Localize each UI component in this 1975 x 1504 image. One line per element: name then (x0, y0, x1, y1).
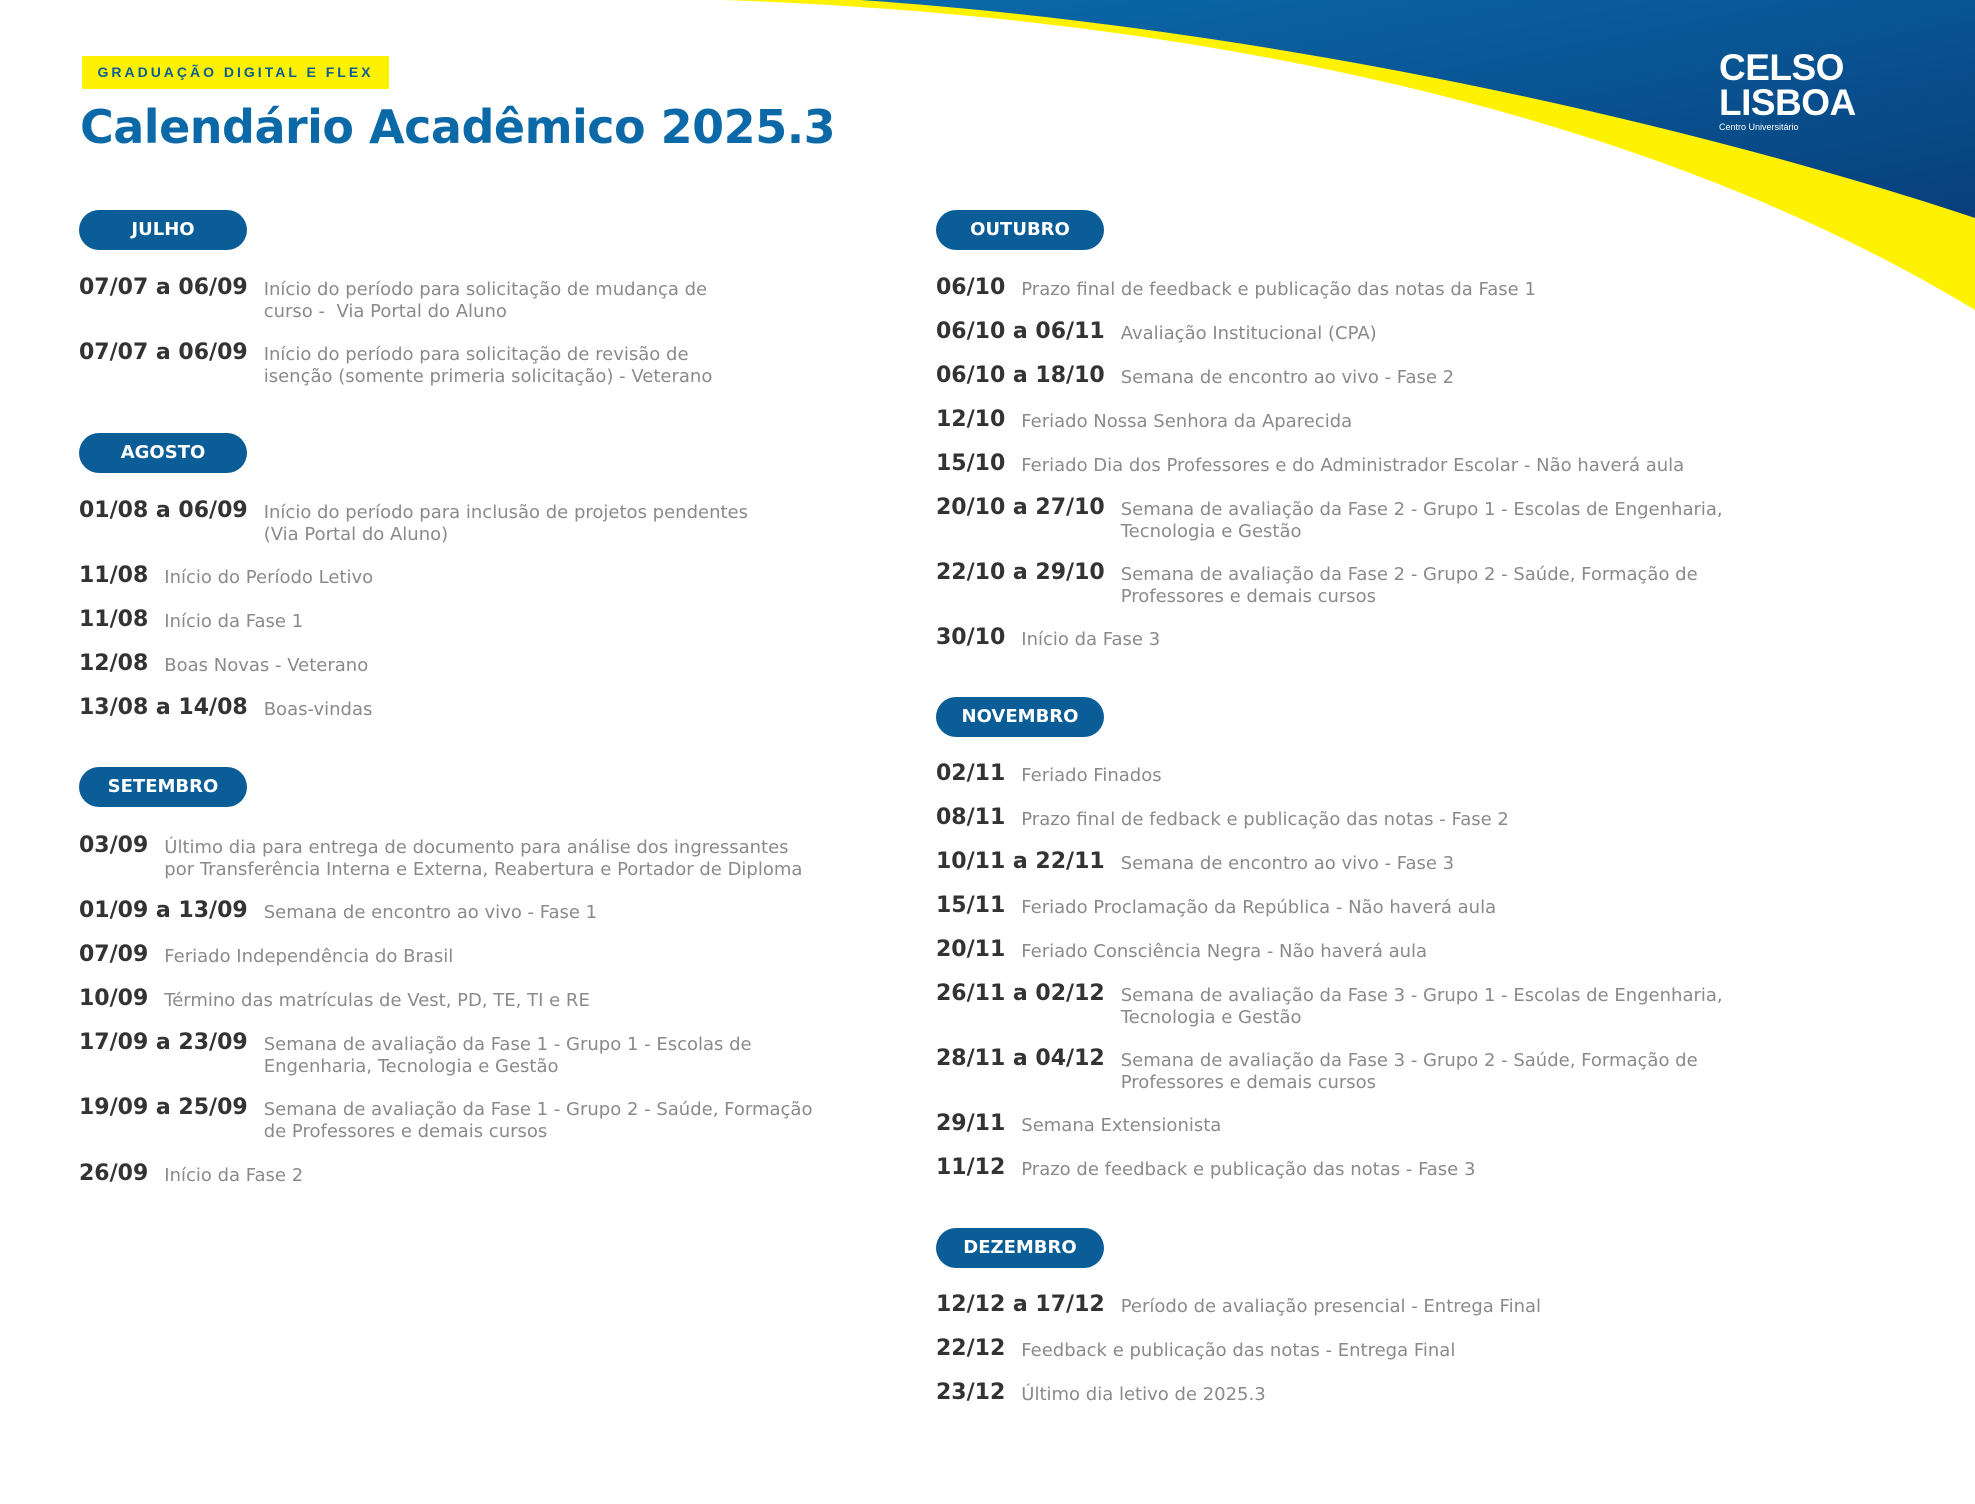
entry-date: 20/10 a 27/10 (936, 495, 1105, 520)
entry-description: Feriado Proclamação da República - Não haverá aula (1021, 897, 1497, 918)
calendar-entry (936, 937, 1427, 963)
logo-line-2: LISBOA (1719, 82, 1856, 123)
entry-date: 22/12 (936, 1336, 1006, 1361)
entry-date: 12/12 a 17/12 (936, 1292, 1105, 1317)
entry-date: 10/11 a 22/11 (936, 849, 1105, 874)
entry-description: Feriado Finados (1021, 765, 1162, 786)
entry-date: 06/10 a 06/11 (936, 319, 1105, 344)
entry-description: Início do período para inclusão de projetos pendentes (Via Portal do Aluno) (263, 502, 748, 545)
entry-description: Último dia letivo de 2025.3 (1021, 1384, 1266, 1405)
entry-description: Término das matrículas de Vest, PD, TE, TI e RE (164, 990, 590, 1011)
entry-description: Avaliação Institucional (CPA) (1120, 323, 1377, 344)
entry-description: Início da Fase 2 (164, 1165, 304, 1186)
calendar-entry (936, 1336, 1455, 1362)
calendar-entry (936, 893, 1496, 919)
entry-description: Feriado Nossa Senhora da Aparecida (1021, 411, 1353, 432)
calendar-entry (936, 761, 1162, 787)
calendar-entry (936, 275, 1536, 301)
entry-date: 03/09 (79, 833, 149, 858)
calendar-entry (936, 1292, 1541, 1318)
entry-description: Semana de avaliação da Fase 2 - Grupo 1 - Escolas de Engenharia, Tecnologia e Gestão (1120, 499, 1723, 542)
calendar-entry (936, 451, 1684, 477)
entry-date: 12/08 (79, 651, 149, 676)
entry-date: 10/09 (79, 986, 149, 1011)
calendar-entry (936, 1155, 1475, 1181)
entry-description: Semana Extensionista (1021, 1115, 1222, 1136)
page-title: Calendário Acadêmico 2025.3 (80, 100, 836, 154)
entry-date: 07/07 a 06/09 (79, 340, 248, 365)
entry-description: Semana de avaliação da Fase 3 - Grupo 2 - Saúde, Formação de Professores e demais cursos (1120, 1050, 1698, 1093)
entry-date: 28/11 a 04/12 (936, 1046, 1105, 1071)
entry-date: 22/10 a 29/10 (936, 560, 1105, 585)
entry-description: Feriado Consciência Negra - Não haverá aula (1021, 941, 1428, 962)
entry-date: 11/08 (79, 563, 149, 588)
calendar-entry (936, 319, 1377, 345)
entry-date: 19/09 a 25/09 (79, 1095, 248, 1120)
calendar-entry (936, 407, 1352, 433)
calendar-entry (936, 495, 1723, 543)
calendar-entry (936, 1111, 1221, 1137)
entry-date: 11/08 (79, 607, 149, 632)
entry-description: Último dia para entrega de documento para análise dos ingressantes por Transferência Interna e Externa, Reabertura e Portador de Diploma (164, 837, 803, 880)
entry-date: 06/10 (936, 275, 1006, 300)
calendar-entry (79, 275, 707, 323)
calendar-entry (79, 1030, 752, 1078)
entry-date: 07/09 (79, 942, 149, 967)
program-tag: GRADUAÇÃO DIGITAL E FLEX (82, 56, 389, 89)
calendar-entry (936, 363, 1454, 389)
entry-date: 26/11 a 02/12 (936, 981, 1105, 1006)
entry-description: Período de avaliação presencial - Entrega Final (1120, 1296, 1542, 1317)
calendar-entry (79, 1095, 812, 1143)
calendar-entry (936, 981, 1723, 1029)
logo-subtitle: Centro Universitário (1719, 122, 1799, 132)
calendar-entry (79, 340, 712, 388)
entry-date: 01/09 a 13/09 (79, 898, 248, 923)
entry-date: 12/10 (936, 407, 1006, 432)
entry-description: Feriado Dia dos Professores e do Administrador Escolar - Não haverá aula (1021, 455, 1685, 476)
entry-description: Início da Fase 3 (1021, 629, 1161, 650)
calendar-entry (936, 1046, 1698, 1094)
calendar-entry (79, 498, 748, 546)
month-header-dezembro: DEZEMBRO (936, 1228, 1104, 1268)
calendar-entry (79, 607, 303, 633)
logo-line-1: CELSO (1719, 47, 1844, 88)
calendar-entry (79, 833, 802, 881)
entry-description: Prazo final de fedback e publicação das notas - Fase 2 (1021, 809, 1509, 830)
entry-date: 01/08 a 06/09 (79, 498, 248, 523)
entry-description: Prazo de feedback e publicação das notas - Fase 3 (1021, 1159, 1476, 1180)
entry-date: 20/11 (936, 937, 1006, 962)
entry-description: Boas Novas - Veterano (164, 655, 369, 676)
calendar-entry (79, 651, 368, 677)
entry-date: 26/09 (79, 1161, 149, 1186)
calendar-entry (79, 695, 372, 721)
calendar-entry (79, 898, 597, 924)
entry-date: 11/12 (936, 1155, 1006, 1180)
calendar-entry (79, 563, 373, 589)
entry-date: 15/11 (936, 893, 1006, 918)
calendar-entry (936, 625, 1160, 651)
month-header-setembro: SETEMBRO (79, 767, 247, 807)
entry-description: Início do período para solicitação de mudança de curso - Via Portal do Aluno (263, 279, 708, 322)
calendar-entry (936, 805, 1509, 831)
entry-date: 07/07 a 06/09 (79, 275, 248, 300)
month-header-julho: JULHO (79, 210, 247, 250)
entry-date: 15/10 (936, 451, 1006, 476)
entry-description: Prazo final de feedback e publicação das notas da Fase 1 (1021, 279, 1536, 300)
entry-date: 02/11 (936, 761, 1006, 786)
entry-description: Semana de encontro ao vivo - Fase 2 (1120, 367, 1455, 388)
entry-description: Feriado Independência do Brasil (164, 946, 454, 967)
entry-description: Semana de avaliação da Fase 2 - Grupo 2 - Saúde, Formação de Professores e demais cursos (1120, 564, 1698, 607)
entry-description: Feedback e publicação das notas - Entrega Final (1021, 1340, 1456, 1361)
entry-date: 30/10 (936, 625, 1006, 650)
entry-description: Início do período para solicitação de revisão de isenção (somente primeria solicitação) - Veterano (263, 344, 713, 387)
month-header-agosto: AGOSTO (79, 433, 247, 473)
month-header-outubro: OUTUBRO (936, 210, 1104, 250)
calendar-entry (79, 1161, 303, 1187)
entry-description: Semana de avaliação da Fase 1 - Grupo 2 - Saúde, Formação de Professores e demais cursos (263, 1099, 813, 1142)
entry-description: Semana de avaliação da Fase 3 - Grupo 1 - Escolas de Engenharia, Tecnologia e Gestão (1120, 985, 1723, 1028)
entry-description: Início do Período Letivo (164, 567, 374, 588)
entry-description: Boas-vindas (263, 699, 373, 720)
entry-date: 17/09 a 23/09 (79, 1030, 248, 1055)
calendar-entry (936, 849, 1454, 875)
entry-description: Semana de avaliação da Fase 1 - Grupo 1 - Escolas de Engenharia, Tecnologia e Gestão (263, 1034, 752, 1077)
entry-date: 08/11 (936, 805, 1006, 830)
calendar-entry (79, 942, 453, 968)
entry-description: Início da Fase 1 (164, 611, 304, 632)
entry-description: Semana de encontro ao vivo - Fase 1 (263, 902, 598, 923)
celso-lisboa-logo (1719, 47, 1856, 133)
entry-date: 13/08 a 14/08 (79, 695, 248, 720)
entry-date: 23/12 (936, 1380, 1006, 1405)
entry-date: 06/10 a 18/10 (936, 363, 1105, 388)
entry-date: 29/11 (936, 1111, 1006, 1136)
calendar-entry (936, 1380, 1266, 1406)
calendar-entry (79, 986, 590, 1012)
month-header-novembro: NOVEMBRO (936, 697, 1104, 737)
calendar-entry (936, 560, 1698, 608)
entry-description: Semana de encontro ao vivo - Fase 3 (1120, 853, 1455, 874)
